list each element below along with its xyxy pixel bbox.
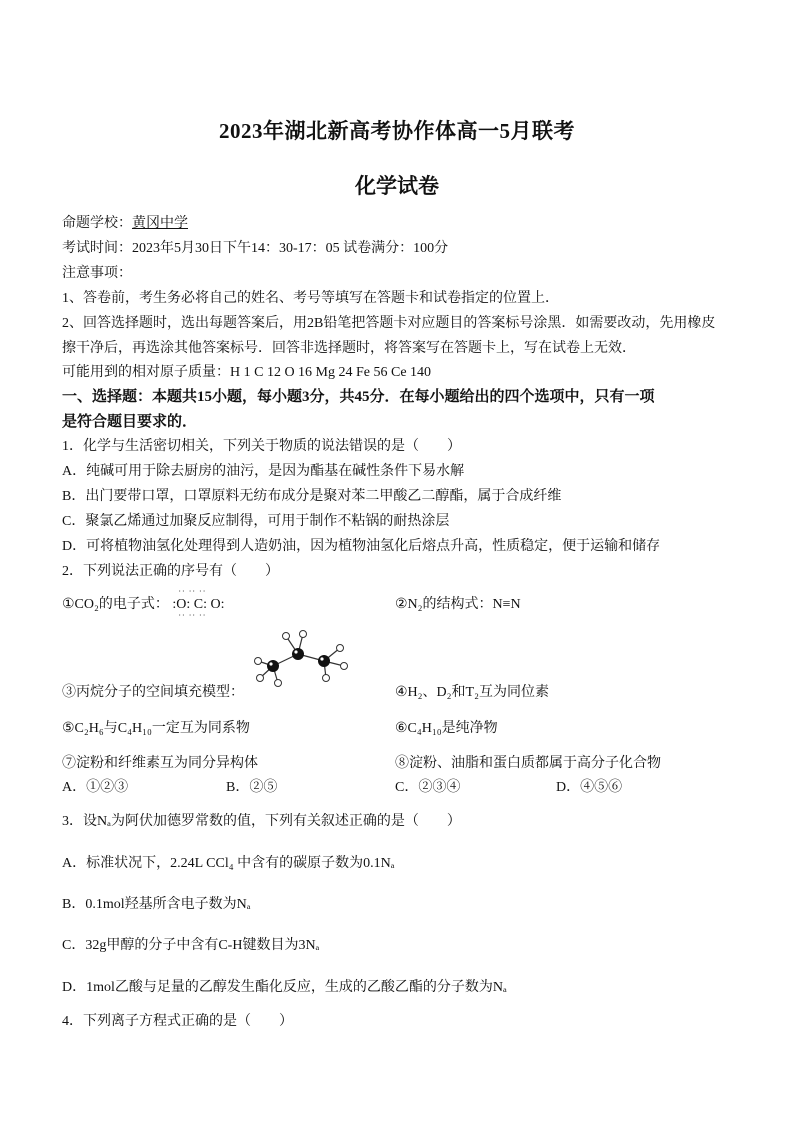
propane-space-filling-model xyxy=(248,628,358,688)
q2-item-8: ⑧淀粉、油脂和蛋白质都属于高分子化合物 xyxy=(395,756,661,771)
atomic-mass: 可能用到的相对原子质量：H 1 C 12 O 16 Mg 24 Fe 56 Ce 140 xyxy=(62,365,432,380)
exam-title: 2023年湖北新高考协作体高一5月联考 xyxy=(219,119,575,143)
q3-stem: 3．设Nₐ为阿伏加德罗常数的值，下列有关叙述正确的是（ ） xyxy=(62,814,461,829)
co2-formula-text: :O: C: O: xyxy=(172,597,225,612)
q2-item-3: ③丙烷分子的空间填充模型： xyxy=(62,685,244,700)
co2-electron-formula xyxy=(172,587,225,620)
notice-2b: 擦干净后，再选涂其他答案标号．回答非选择题时，将答案写在答题卡上，写在试卷上无效． xyxy=(62,341,636,356)
q1-option-b: B．出门要带口罩，口罩原料无纺布成分是聚对苯二甲酸乙二醇酯，属于合成纤维 xyxy=(62,489,562,504)
section-heading-a: 一、选择题：本题共15小题，每小题3分，共45分．在每小题给出的四个选项中，只有一项 xyxy=(62,389,655,405)
school-label: 命题学校： xyxy=(62,216,132,231)
q3-option-b: B．0.1mol羟基所含电子数为Nₐ xyxy=(62,897,251,912)
notice-1: 1、答卷前，考生务必将自己的姓名、考号等填写在答题卡和试卷指定的位置上． xyxy=(62,291,559,306)
electron-dots-top: ·· ·· ·· xyxy=(178,587,207,596)
q2-item-1 xyxy=(62,587,225,620)
q3-option-d: D．1mol乙酸与足量的乙醇发生酯化反应，生成的乙酸乙酯的分子数为Nₐ xyxy=(62,980,507,995)
q3-option-a: A．标准状况下，2.24L CCl₄ 中含有的碳原子数为0.1Nₐ xyxy=(62,856,395,871)
q2-item-7: ⑦淀粉和纤维素互为同分异构体 xyxy=(62,756,258,771)
notice-title: 注意事项： xyxy=(62,266,132,281)
q1-stem: 1．化学与生活密切相关，下列关于物质的说法错误的是（ ） xyxy=(62,439,461,454)
school-line xyxy=(62,212,188,232)
q2-item-2: ②N₂的结构式：N≡N xyxy=(395,597,521,612)
q3-option-c: C．32g甲醇的分子中含有C-H键数目为3Nₐ xyxy=(62,938,320,953)
exam-subtitle: 化学试卷 xyxy=(355,174,439,198)
section-heading-b: 是符合题目要求的． xyxy=(62,414,198,430)
q2-option-d: D．④⑤⑥ xyxy=(556,780,623,795)
exam-time: 考试时间：2023年5月30日下午14：30-17：05 试卷满分：100分 xyxy=(62,241,449,256)
school-name: 黄冈中学 xyxy=(132,216,188,231)
q2-option-b: B．②⑤ xyxy=(226,780,278,795)
q2-item-1-label: ①CO₂的电子式： xyxy=(62,597,169,612)
q1-option-c: C．聚氯乙烯通过加聚反应制得，可用于制作不粘锅的耐热涂层 xyxy=(62,514,450,529)
q2-option-c: C．②③④ xyxy=(395,780,461,795)
q2-item-5: ⑤C₂H₆与C₄H₁₀一定互为同系物 xyxy=(62,721,250,736)
notice-2a: 2、回答选择题时，选出每题答案后，用2B铅笔把答题卡对应题目的答案标号涂黑．如需要改动，先用橡皮 xyxy=(62,316,716,331)
q2-stem: 2．下列说法正确的序号有（ ） xyxy=(62,564,279,579)
electron-dots-bottom: ·· ·· ·· xyxy=(178,611,207,620)
q2-option-a: A．①②③ xyxy=(62,780,129,795)
q2-item-4: ④H₂、D₂和T₂互为同位素 xyxy=(395,685,549,700)
q2-item-6: ⑥C₄H₁₀是纯净物 xyxy=(395,721,498,736)
q1-option-a: A．纯碱可用于除去厨房的油污，是因为酯基在碱性条件下易水解 xyxy=(62,464,465,479)
q4-stem: 4．下列离子方程式正确的是（ ） xyxy=(62,1014,293,1029)
q1-option-d: D．可将植物油氢化处理得到人造奶油，因为植物油氢化后熔点升高，性质稳定，便于运输和储存 xyxy=(62,539,661,554)
